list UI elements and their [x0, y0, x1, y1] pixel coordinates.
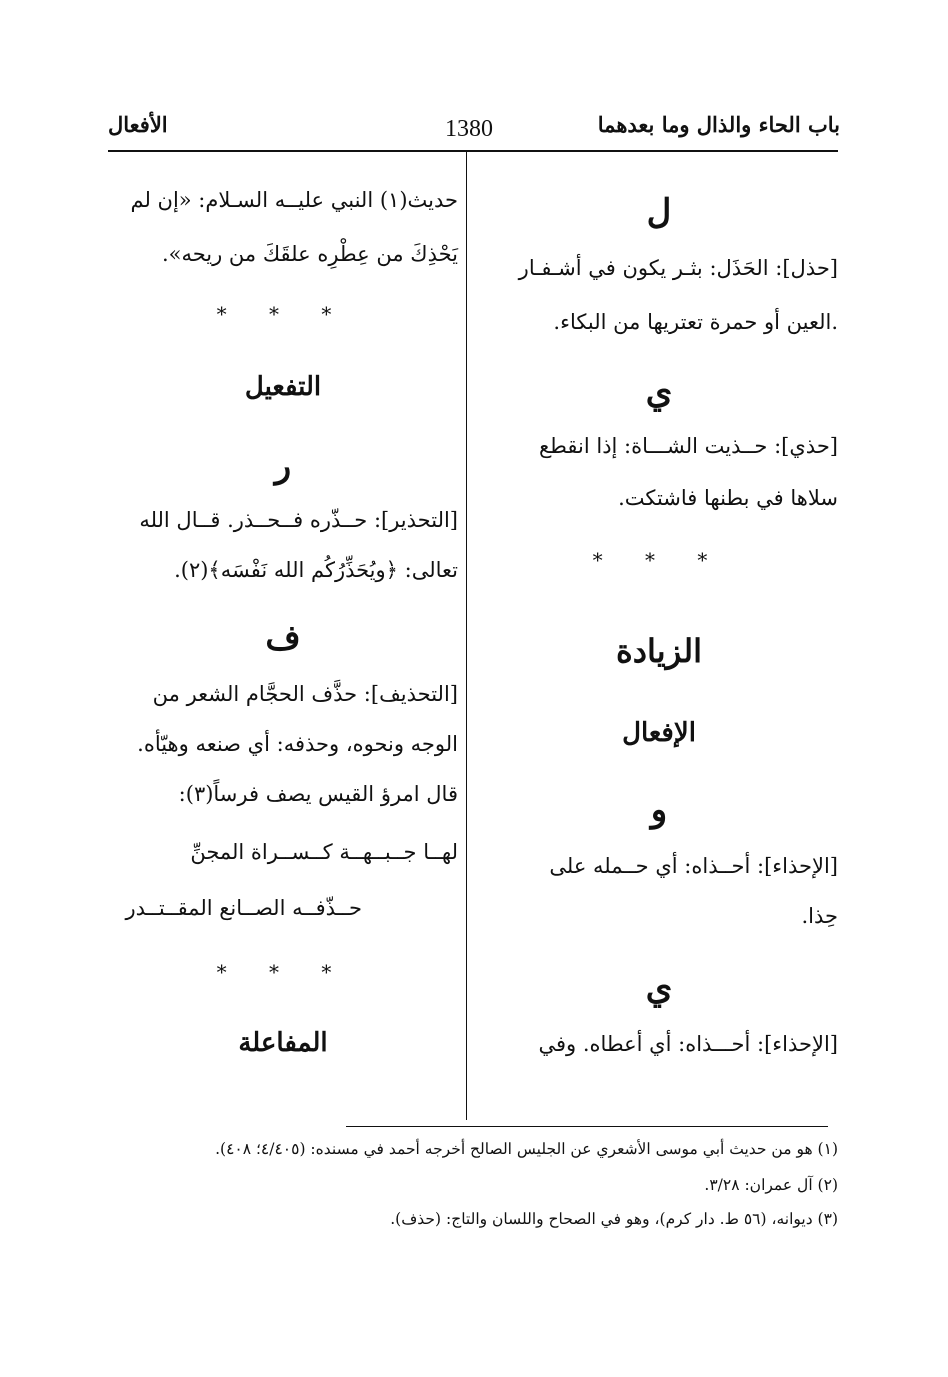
verse-line: لهــا جــبــهــة كــســراة المجنِّ — [190, 840, 458, 864]
section-title: الزيادة — [616, 632, 702, 670]
verse-line: حــذّفــه الصــانع المقــتــدر — [125, 896, 362, 920]
entry-line: الوجه ونحوه، وحذفه: أي صنعه وهيّأه. — [137, 732, 458, 756]
letter-heading: ي — [645, 372, 673, 412]
entry-line: حديث(١) النبي عليــه السـلام: «إن لم — [130, 188, 458, 212]
entry-line: [حذل]: الحَذَل: بثـر يكون في أشـفـار — [518, 256, 838, 280]
chapter-header: باب الحاء والذال وما بعدهما — [597, 112, 840, 137]
footnote: (٢) آل عمران: ٣/٢٨. — [704, 1176, 838, 1194]
entry-line: [الإحذاء]: أحــذاه: أي حــمله على — [549, 854, 838, 878]
entry-line: [حذي]: حــذيت الشـــاة: إذا انقطع — [538, 434, 838, 458]
entry-line: تعالى: ﴿ويُحَذِّرُكُم الله نَفْسَه﴾(٢). — [174, 558, 458, 582]
entry-line: .العين أو حمرة تعتريها من البكاء. — [553, 310, 838, 334]
subsection-title: الإفعال — [622, 718, 696, 748]
letter-heading: ي — [645, 968, 673, 1008]
entry-line: يَحْذِكَ من عِطْرِه علقَكَ من ريحه». — [161, 242, 458, 266]
section-header: الأفعال — [108, 112, 168, 137]
footnote-rule — [346, 1126, 828, 1127]
entry-line: حِذا. — [801, 904, 838, 928]
letter-heading: ف — [265, 618, 301, 658]
entry-line: [التحذيف]: حذَّف الحجَّام الشعر من — [152, 682, 458, 706]
section-title: المفاعلة — [238, 1028, 328, 1058]
page-number: 1380 — [445, 116, 493, 142]
section-separator: * * * — [592, 548, 726, 572]
section-separator: * * * — [216, 960, 350, 984]
entry-line: [التحذير]: حــذّره فــحــذر. قــال الله — [139, 508, 458, 532]
section-title: التفعيل — [244, 372, 322, 402]
header-rule — [108, 150, 838, 152]
entry-line: قال امرؤ القيس يصف فرساً(٣): — [178, 782, 458, 806]
entry-line: سلاها في بطنها فاشتكت. — [618, 486, 838, 510]
entry-line: [الإحذاء]: أحـــذاه: أي أعطاه. وفي — [538, 1032, 838, 1056]
footnote: (٣) ديوانه، (٥٦ ط. دار كرم)، وهو في الصحاح واللسان والتاج: (حذف). — [390, 1210, 838, 1228]
column-divider — [466, 152, 467, 1120]
section-separator: * * * — [216, 302, 350, 326]
footnote: (١) هو من حديث أبي موسى الأشعري عن الجليس الصالح أخرجه أحمد في مسنده: (٤/٤٠٥؛ ٤٠٨). — [215, 1140, 838, 1158]
letter-heading: و — [650, 790, 668, 830]
letter-heading: ل — [646, 192, 672, 232]
letter-heading: ر — [274, 446, 292, 486]
